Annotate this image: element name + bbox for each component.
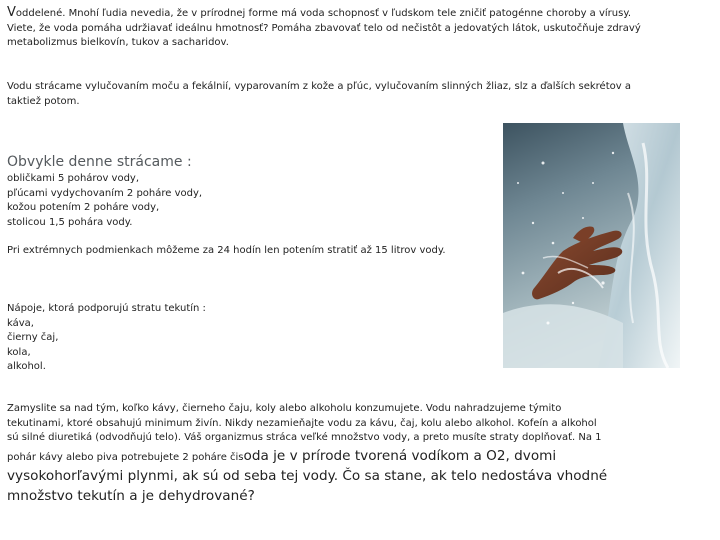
intro-text: oddelené. Mnohí ľudia nevedia, že v prírodnej forme má voda schopnosť v ľudskom tele zničiť patogénne choroby a vírusy. Viete, že voda pomáha udržiavať ideálnu hmotnosť? Pomáha zbavovať telo od nečistôt a jedovatých látok, uskutočňuje zdravý metabolizmus bielkovín, tukov a sacharidov. — [7, 8, 641, 48]
extreme-conditions-paragraph: Pri extrémnych podmienkach môžeme za 24 hodín len potením stratiť až 15 litrov vody. — [7, 245, 446, 256]
closing-paragraph — [7, 402, 609, 506]
diuretic-drinks-heading: Nápoje, ktorá podporujú stratu tekutín : — [7, 303, 206, 314]
hand-in-waterfall-photo — [503, 123, 680, 368]
water-loss-paragraph: Vodu strácame vylučovaním moču a fekálnií, vyparovaním z kože a pľúc, vylučovaním slinných žliaz, slz a ďalších sekrétov a taktiež potom. — [7, 81, 631, 107]
diuretic-drinks-list: káva, čierny čaj, kola, alkohol. — [7, 317, 59, 372]
diuretic-drinks-section — [7, 302, 307, 375]
daily-loss-list: obličkami 5 pohárov vody, pľúcami vydychovaním 2 poháre vody, kožou potením 2 poháre vody, stolicou 1,5 pohára vody. — [7, 173, 203, 228]
intro-first-letter: V — [7, 5, 16, 20]
intro-paragraph — [7, 6, 647, 51]
daily-loss-heading: Obvykle denne strácame : — [7, 154, 192, 170]
closing-large-text: oda je v prírode tvorená vodíkom a O2, dvomi vysokohorľavými plynmi, ak sú od seba tej vody. Čo sa stane, ak telo nedostáva vhodné množstvo tekutín a je dehydrované? — [7, 447, 608, 504]
closing-small-text: Zamyslite sa nad tým, koľko kávy, čierneho čaju, koly alebo alkoholu konzumujete. Vodu nahradzujeme týmito tekutinami, ktoré obsahujú minimum živín. Nikdy nezamieňajte vodu za kávu, čaj, kolu alebo alkohol. Kofeín a alkohol sú silné diuretiká (odvodňujú telo). Váš organizmus stráca veľké množstvo vody, a preto musíte straty doplňovať. Na 1 pohár kávy alebo piva potrebujete 2 poháre čis — [7, 403, 602, 463]
